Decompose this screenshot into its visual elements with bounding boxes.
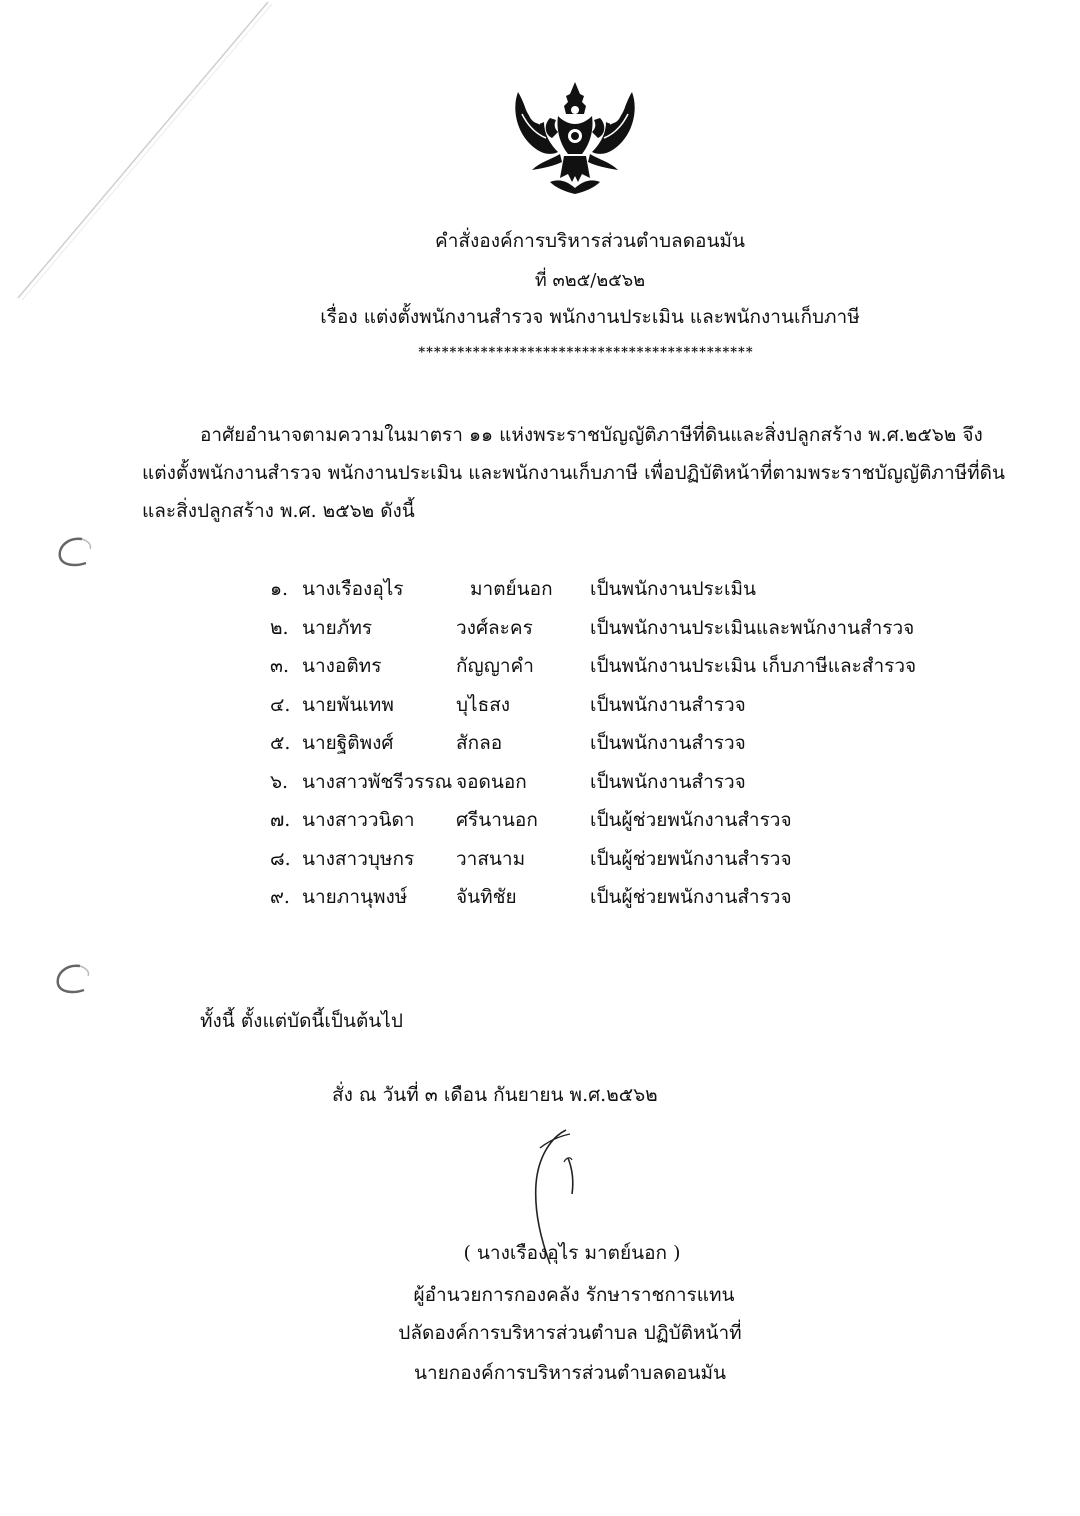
effective-clause: ทั้งนี้ ตั้งแต่บัดนี้เป็นต้นไป [200,1010,403,1032]
appointee-last-name: วาสนาม [456,847,526,870]
appointee-number: ๔. [270,693,291,716]
document-title: คำสั่งองค์การบริหารส่วนตำบลดอนมัน [435,230,745,252]
appointee-last-name: บุไธสง [456,693,511,716]
appointee-number: ๑. [270,578,289,600]
appointee-first-name: นางสาวพัชรีวรรณ [302,770,453,793]
appointee-row [270,888,970,927]
appointee-first-name: นางสาววนิดา [302,809,415,831]
appointee-role: เป็นพนักงานสำรวจ [590,770,746,793]
appointee-role: เป็นผู้ช่วยพนักงานสำรวจ [590,809,792,831]
appointee-first-name: นางอติทร [302,655,382,677]
separator-line: ******************************************* [418,345,754,360]
appointee-first-name: นายพันเทพ [302,693,394,716]
appointee-number: ๗. [270,809,291,831]
appointee-last-name: จันทิชัย [456,886,517,908]
appointee-first-name: นายภัทร [302,616,373,639]
appointee-role: เป็นพนักงานประเมิน เก็บภาษีและสำรวจ [590,655,917,677]
signatory-name: ( นางเรืองอุไร มาตย์นอก ) [463,1242,681,1264]
punch-hole-mark [50,962,92,996]
appointee-last-name: วงศ์ละคร [456,616,533,639]
appointee-row [270,657,970,696]
appointee-row [270,580,970,619]
appointee-number: ๙. [270,886,290,908]
appointee-row [270,734,970,773]
appointee-last-name: ศรีนานอก [456,809,538,831]
appointee-last-name: สักลอ [456,732,503,754]
garuda-emblem-icon [510,78,640,198]
order-number: ที่ ๓๒๕/๒๕๖๒ [534,270,646,291]
appointee-role: เป็นพนักงานประเมินและพนักงานสำรวจ [590,616,915,639]
appointee-row [270,770,970,812]
appointee-first-name: นางเรืองอุไร [302,578,404,600]
appointee-number: ๓. [270,655,290,677]
appointee-role: เป็นพนักงานสำรวจ [590,732,746,754]
appointee-number: ๘. [270,847,291,870]
appointee-role: เป็นผู้ช่วยพนักงานสำรวจ [590,886,792,908]
appointee-role: เป็นพนักงานประเมิน [590,578,756,600]
signatory-position: ปลัดองค์การบริหารส่วนตำบล ปฏิบัติหน้าที่ [398,1322,742,1344]
signatory-position: นายกองค์การบริหารส่วนตำบลดอนมัน [414,1362,726,1384]
appointee-last-name: กัญญาคำ [456,655,534,677]
appointee-row [270,847,970,889]
body-paragraph-line: แต่งตั้งพนักงานสำรวจ พนักงานประเมิน และพนักงานเก็บภาษี เพื่อปฏิบัติหน้าที่ตามพระราชบัญญัติภาษีที่ดิน [142,462,1006,484]
appointee-number: ๒. [270,616,289,639]
appointee-row [270,616,970,658]
appointee-number: ๕. [270,732,291,754]
appointee-last-name: มาตย์นอก [470,578,553,600]
appointee-first-name: นางสาวบุษกร [302,847,415,870]
appointee-row [270,811,970,850]
appointee-number: ๖. [270,770,289,793]
appointee-row [270,693,970,735]
order-subject: เรื่อง แต่งตั้งพนักงานสำรวจ พนักงานประเมิน และพนักงานเก็บภาษี [320,306,860,328]
appointee-first-name: นายฐิติพงศ์ [302,732,394,754]
appointee-list [270,580,970,927]
punch-hole-mark [52,535,94,569]
appointee-last-name: จอดนอก [456,770,527,793]
body-paragraph-line: และสิ่งปลูกสร้าง พ.ศ. ๒๕๖๒ ดังนี้ [142,500,415,522]
signatory-position: ผู้อำนวยการกองคลัง รักษาราชการแทน [413,1284,735,1306]
appointee-first-name: นายภานุพงษ์ [302,886,408,908]
body-paragraph-line: อาศัยอำนาจตามความในมาตรา ๑๑ แห่งพระราชบัญญัติภาษีที่ดินและสิ่งปลูกสร้าง พ.ศ.๒๕๖๒ จึง [200,424,983,446]
appointee-role: เป็นผู้ช่วยพนักงานสำรวจ [590,847,792,870]
order-date: สั่ง ณ วันที่ ๓ เดือน กันยายน พ.ศ.๒๕๖๒ [332,1084,658,1106]
appointee-role: เป็นพนักงานสำรวจ [590,693,746,716]
